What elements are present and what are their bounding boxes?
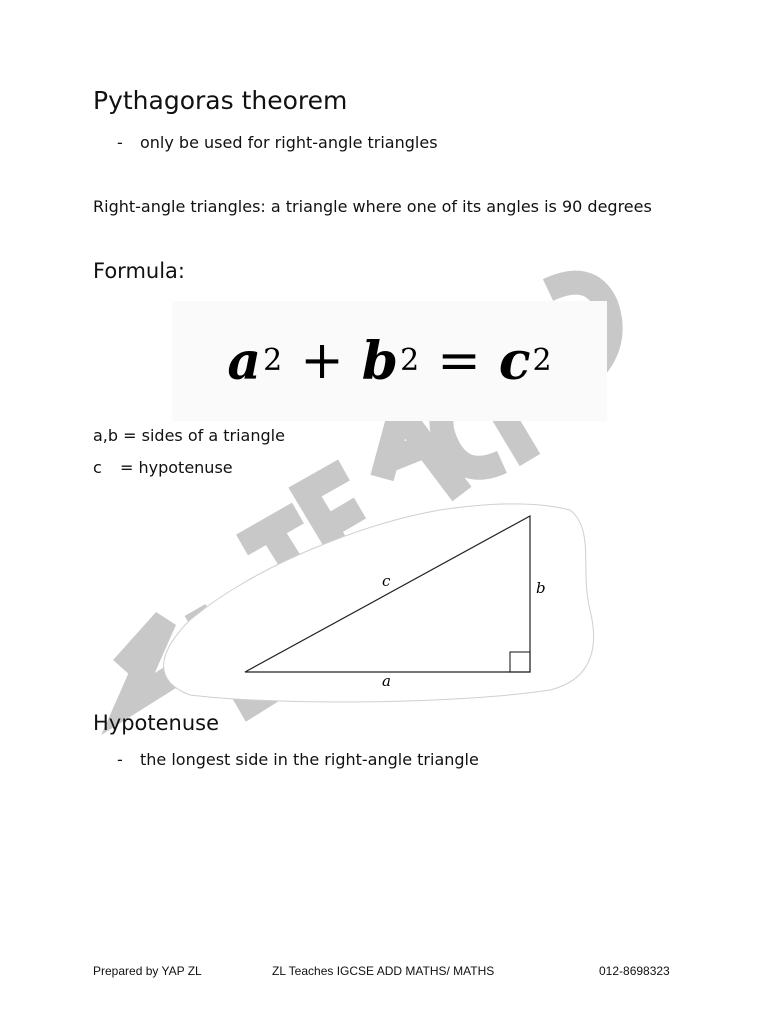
legend-c-text: = hypotenuse <box>120 458 233 477</box>
legend-hypotenuse <box>93 458 233 477</box>
pythagoras-formula: a 2 + b 2 = c 2 <box>227 330 552 392</box>
label-side-b: b <box>536 579 546 597</box>
hypotenuse-bullet <box>117 750 479 769</box>
page-title: Pythagoras theorem <box>93 86 348 115</box>
formula-heading: Formula: <box>93 259 185 283</box>
hypotenuse-bullet-text: the longest side in the right-angle triangle <box>140 750 479 769</box>
formula-c: c <box>498 330 531 392</box>
formula-equals: = <box>437 331 481 391</box>
formula-b: b <box>361 330 399 392</box>
legend-c-key: c <box>93 458 102 477</box>
right-angle-definition: Right-angle triangles: a triangle where one of its angles is 90 degrees <box>93 197 652 216</box>
footer-phone: 012-8698323 <box>599 964 670 978</box>
label-hypotenuse-c: c <box>382 572 391 590</box>
footer-author: Prepared by YAP ZL <box>93 964 202 978</box>
formula-plus: + <box>300 331 344 391</box>
formula-image <box>172 301 607 421</box>
intro-bullet-text: only be used for right-angle triangles <box>140 133 438 152</box>
bullet-dash: - <box>117 133 123 152</box>
formula-a: a <box>227 330 262 392</box>
legend-sides: a,b = sides of a triangle <box>93 426 285 445</box>
bullet-dash: - <box>117 750 123 769</box>
right-triangle-diagram <box>150 500 595 705</box>
footer-course: ZL Teaches IGCSE ADD MATHS/ MATHS <box>272 964 495 978</box>
label-side-a: a <box>382 672 391 690</box>
intro-bullet <box>117 133 438 152</box>
hypotenuse-heading: Hypotenuse <box>93 711 220 735</box>
